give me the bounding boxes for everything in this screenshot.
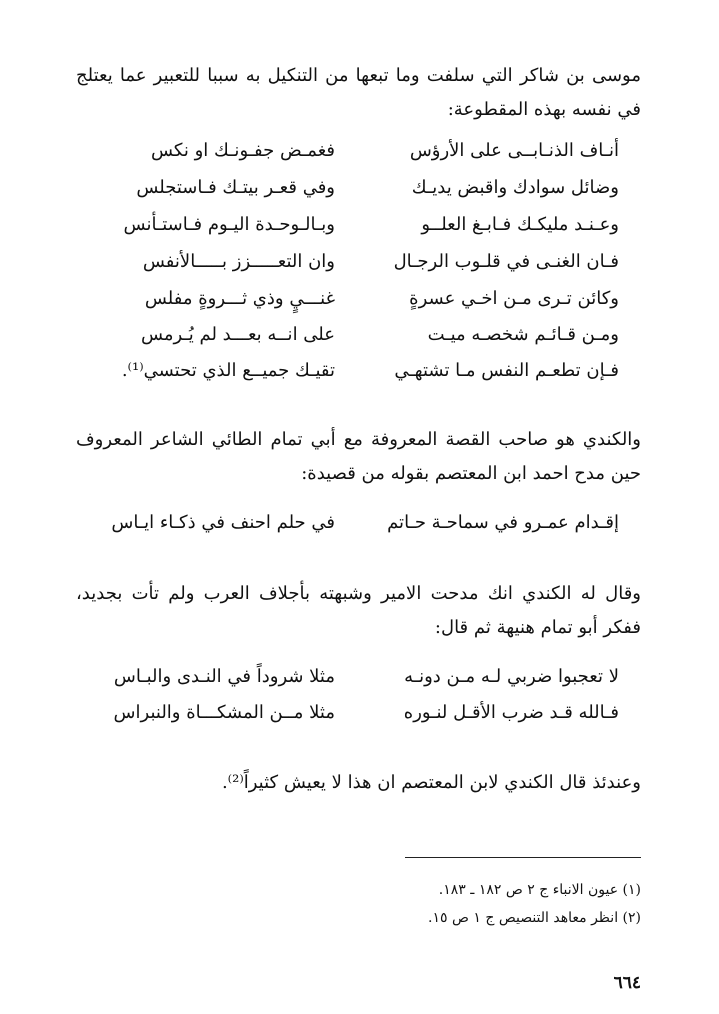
paragraph-reply: وقال له الكندي انك مدحت الامير وشبهته بأجلاف العرب ولم تأت بجديد، ففكر أبو تمام هنيهة ثم قال: — [76, 583, 641, 638]
verse-line — [0, 208, 719, 242]
verse-left-hemistich: مثلا شروداً في النـدى والبـاس — [113, 666, 335, 687]
verse-right-hemistich: فـإن تطعـم النفس مـا تشتهـي — [394, 360, 619, 381]
verse-line — [0, 282, 719, 316]
verse-left-hemistich: مثلا مــن المشكـــاة والنبراس — [113, 702, 335, 723]
verse-line — [0, 506, 719, 540]
verse-left-hemistich: وفي قعـر بيتـك فـاستجلس — [136, 177, 335, 198]
verse-left-hemistich: وان التعـــــزز بـــــالأنفس — [142, 251, 335, 272]
verse-line — [0, 354, 719, 388]
intro-paragraph: موسى بن شاكر التي سلفت وما تبعها من التنكيل به سببا للتعبير عما يعتلج في نفسه بهذه المقطوعة: — [76, 65, 641, 120]
verse-right-hemistich: ومـن قـائـم شخصـه ميـت — [427, 324, 619, 345]
verse-left-hemistich: في حلم احنف في ذكـاء ايـاس — [111, 512, 335, 533]
verse-line — [0, 134, 719, 168]
verse-line — [0, 696, 719, 730]
footnote-2: (٢) انظر معاهد التنصيص ج ١ ص ١٥. — [428, 910, 641, 926]
verse-line — [0, 245, 719, 279]
verse-line — [0, 171, 719, 205]
verse-line — [0, 660, 719, 694]
verse-line — [0, 318, 719, 352]
verse-right-hemistich: لا تعجبوا ضربي لـه مـن دونـه — [404, 666, 619, 687]
footnote-divider — [405, 857, 641, 858]
verse-right-hemistich: وضائل سوادك واقبض يديـك — [411, 177, 619, 198]
verse-left-hemistich: فغمـض جفـونـك او نكس — [150, 140, 335, 161]
page-number: ٦٦٤ — [613, 973, 641, 993]
footnote-1: (١) عيون الانباء ج ٢ ص ١٨٢ ـ ١٨٣. — [438, 882, 641, 898]
verse-left-hemistich: غنـــيٍ وذي ثـــروةٍ مفلس — [144, 288, 335, 309]
paragraph-closing: وعندئذ قال الكندي لابن المعتصم ان هذا لا يعيش كثيراً⁽²⁾. — [221, 772, 641, 793]
verse-right-hemistich: فـان الغنـى في قلـوب الرجـال — [393, 251, 619, 272]
paragraph-al-kindi: والكندي هو صاحب القصة المعروفة مع أبي تمام الطائي الشاعر المعروف حين مدح احمد ابن المعتصم بقوله من قصيدة: — [76, 429, 641, 484]
verse-right-hemistich: وعـنـد مليكـك فـابـغ العلــو — [421, 214, 619, 235]
verse-right-hemistich: إقـدام عمـرو في سماحـة حـاتم — [387, 512, 619, 533]
verse-right-hemistich: وكائن تـرى مـن اخـي عسرةٍ — [409, 288, 619, 309]
verse-left-hemistich: على انــه بعـــد لم يُـرمس — [140, 324, 335, 345]
verse-right-hemistich: فـالله قـد ضرب الأقـل لنـوره — [403, 702, 619, 723]
verse-left-hemistich: تقيـك جميــع الذي تحتسي⁽¹⁾. — [121, 360, 335, 381]
verse-left-hemistich: وبـالـوحـدة اليـوم فـاستـأنس — [123, 214, 335, 235]
verse-right-hemistich: أنـاف الذنـابــى على الأرؤس — [409, 140, 619, 161]
